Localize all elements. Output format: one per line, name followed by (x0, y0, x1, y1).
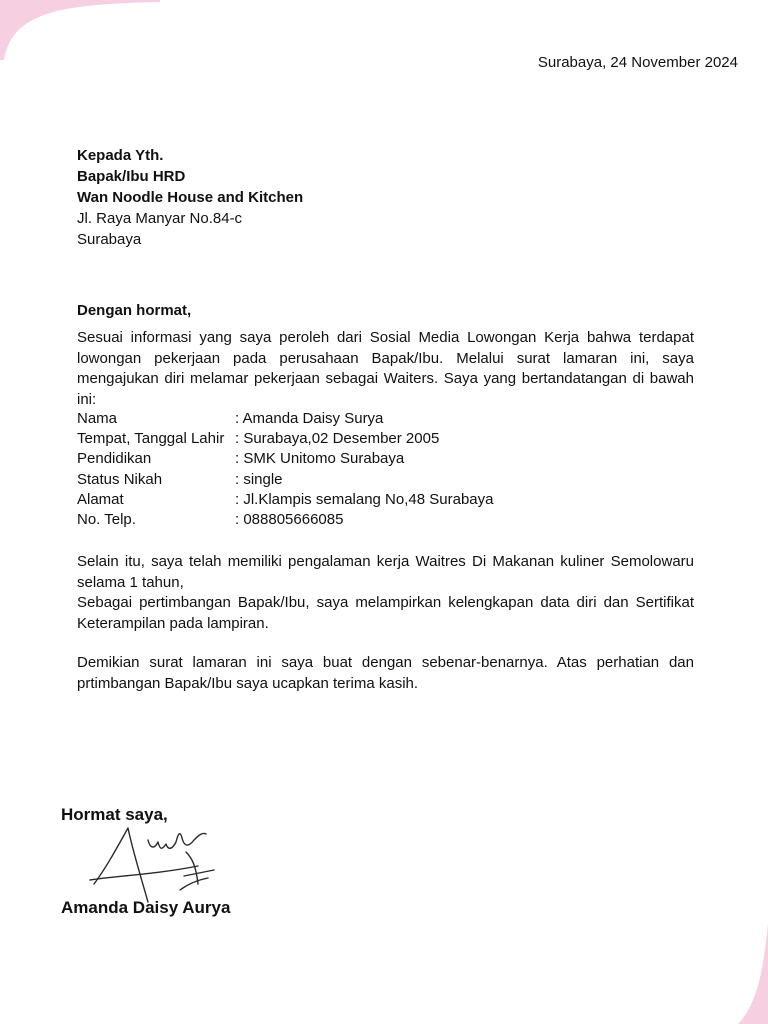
recipient-block (77, 145, 303, 250)
biodata-value: : single (235, 470, 283, 488)
biodata-label: Tempat, Tanggal Lahir (77, 430, 225, 448)
salutation: Dengan hormat, (77, 302, 192, 319)
biodata-row-address (77, 490, 493, 510)
recipient-city: Surabaya (77, 231, 142, 248)
recipient-title: Bapak/Ibu HRD (77, 168, 186, 185)
handwritten-signature (88, 822, 218, 904)
biodata-row-name (77, 409, 493, 429)
letter-date: Surabaya, 24 November 2024 (537, 54, 738, 71)
biodata-value: : Jl.Klampis semalang No,48 Surabaya (235, 490, 494, 508)
recipient-company: Wan Noodle House and Kitchen (77, 189, 304, 206)
closing-paragraph: Demikian surat lamaran ini saya buat dengan sebenar-benarnya. Atas perhatian dan prtimbangan Bapak/Ibu saya ucapkan terima kasih. (77, 654, 694, 692)
corner-decoration-bottom-right (728, 924, 768, 1024)
biodata-value: : Surabaya,02 Desember 2005 (235, 430, 440, 448)
recipient-street: Jl. Raya Manyar No.84-c (77, 210, 243, 227)
biodata-value: : SMK Unitomo Surabaya (235, 450, 405, 468)
biodata-label: Pendidikan (77, 450, 152, 468)
signer-name: Amanda Daisy Aurya (61, 898, 231, 917)
biodata-row-birth (77, 429, 493, 449)
biodata-value: : 088805666085 (235, 511, 344, 529)
biodata-label: Status Nikah (77, 470, 163, 488)
biodata-table (77, 409, 493, 530)
attachment-line: Sebagai pertimbangan Bapak/Ibu, saya melampirkan kelengkapan data diri dan Sertifikat Keterampilan pada lampiran. (77, 594, 694, 632)
experience-paragraph (77, 552, 694, 634)
biodata-value: : Amanda Daisy Surya (235, 410, 384, 427)
experience-line: Selain itu, saya telah memiliki pengalaman kerja Waitres Di Makanan kuliner Semolowaru selama 1 tahun, (77, 553, 694, 591)
corner-decoration-top-left (0, 0, 160, 60)
biodata-label: Nama (77, 410, 118, 427)
opening-paragraph: Sesuai informasi yang saya peroleh dari Sosial Media Lowongan Kerja bahwa terdapat lowongan pekerjaan pada perusahaan Bapak/Ibu. Melalui surat lamaran ini, saya mengajukan diri melamar pekerjaan sebagai Waiters. Saya yang bertandatangan di bawah ini: (77, 329, 694, 408)
closing-phrase: Hormat saya, (61, 805, 168, 824)
biodata-row-marital (77, 470, 493, 490)
biodata-label: Alamat (77, 490, 124, 508)
biodata-row-education (77, 449, 493, 469)
recipient-greeting: Kepada Yth. (77, 147, 164, 164)
biodata-label: No. Telp. (77, 511, 136, 529)
biodata-row-phone (77, 510, 493, 530)
